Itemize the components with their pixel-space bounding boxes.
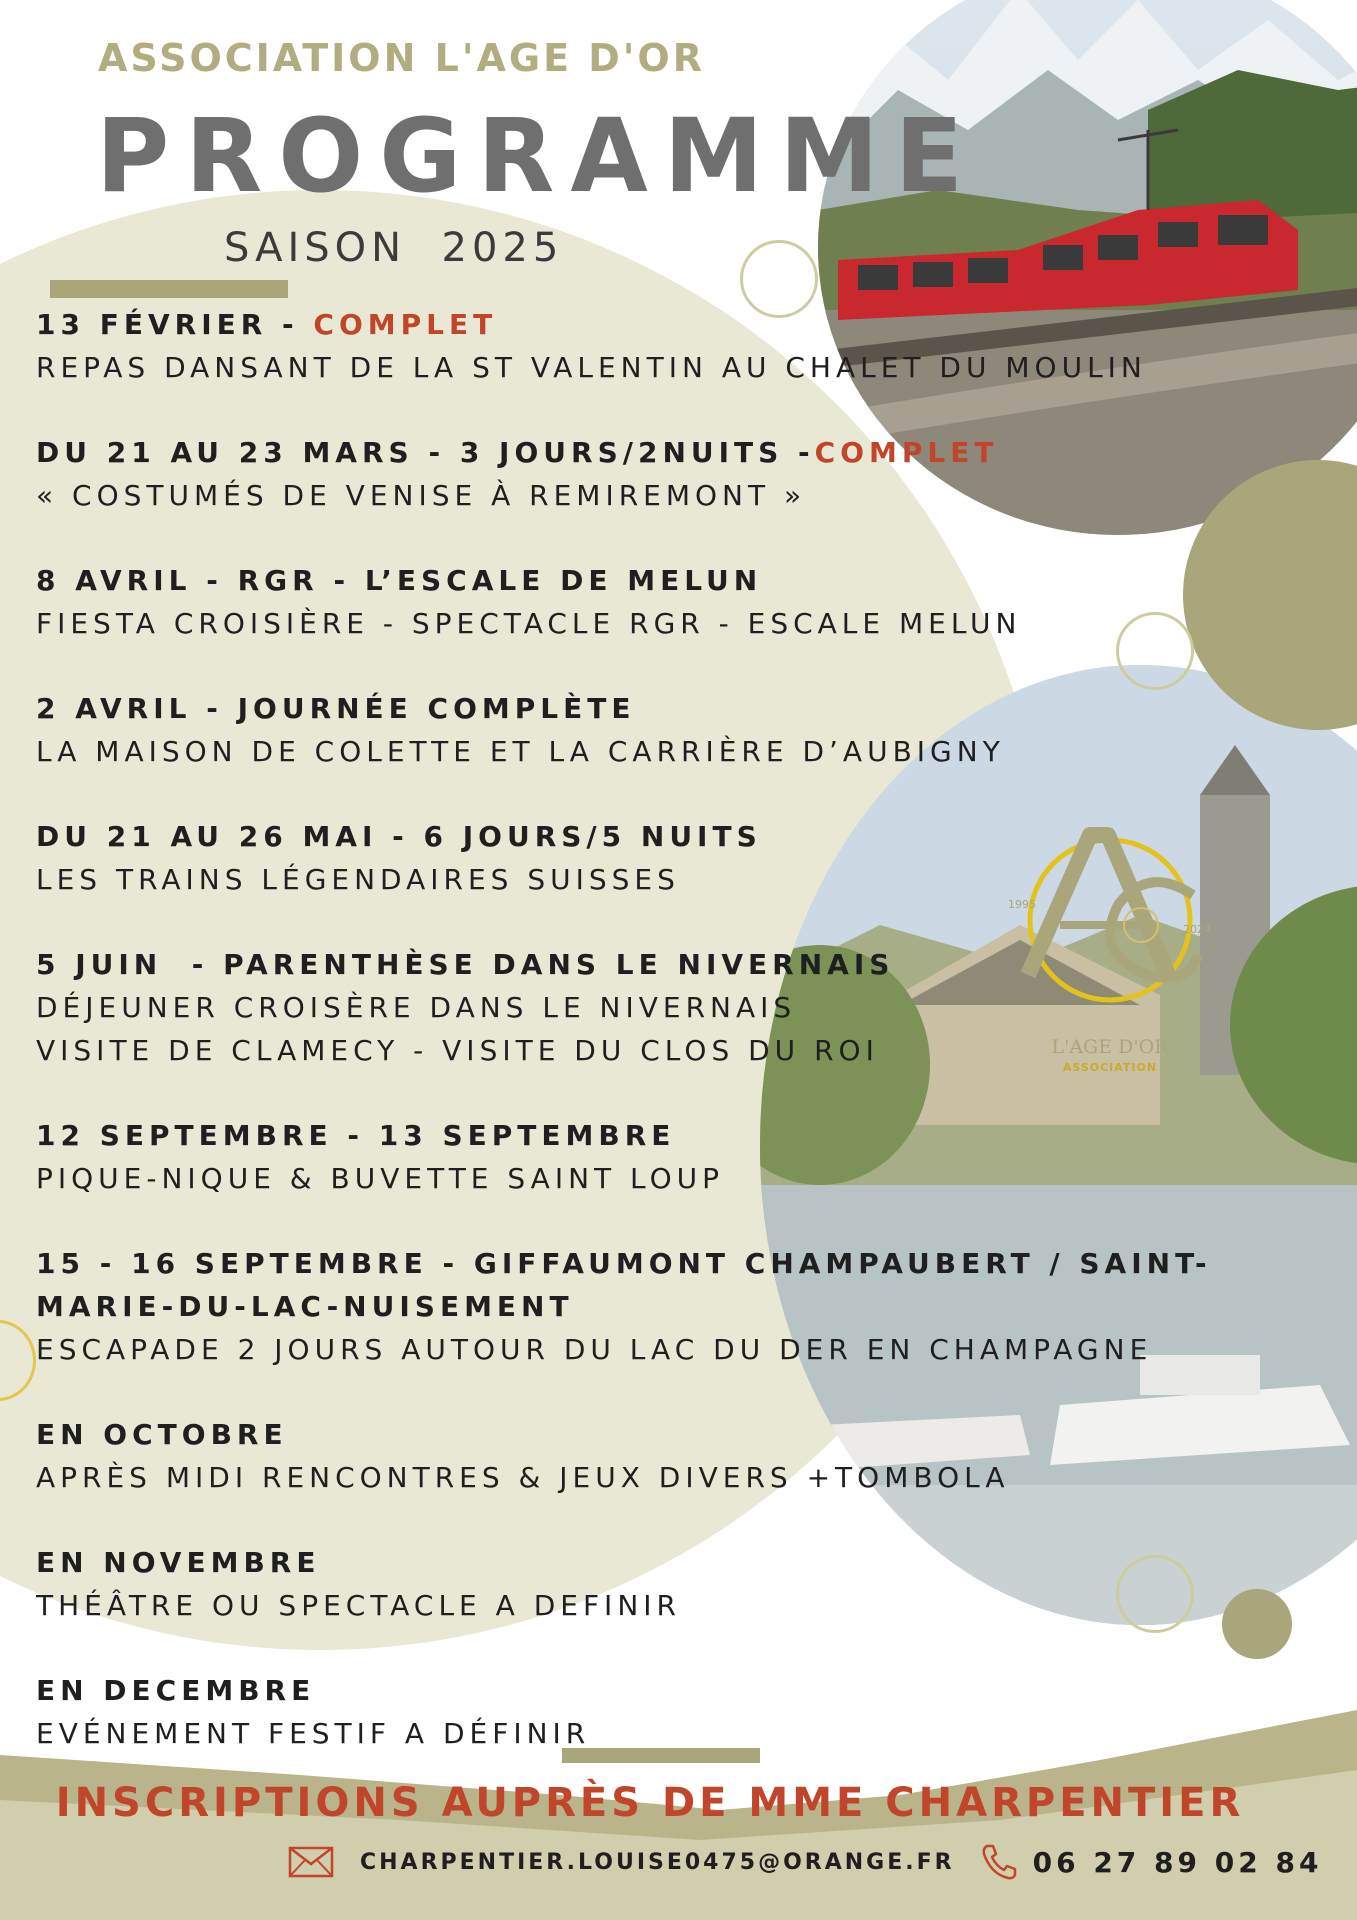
event-description: THÉÂTRE OU SPECTACLE A DEFINIR bbox=[36, 1589, 681, 1622]
event-item bbox=[36, 1413, 1336, 1499]
event-description: VISITE DE CLAMECY - VISITE DU CLOS DU ROI bbox=[36, 1034, 879, 1067]
event-item bbox=[36, 687, 1336, 773]
event-date: EN OCTOBRE bbox=[36, 1418, 288, 1451]
logo-name: L'AGE D'OR bbox=[1051, 1036, 1169, 1058]
event-item bbox=[36, 1541, 1336, 1627]
event-date: 15 - 16 SEPTEMBRE - GIFFAUMONT CHAMPAUBERT / SAINT-MARIE-DU-LAC-NUISEMENT bbox=[36, 1247, 1212, 1323]
event-date: 8 AVRIL - RGR - L’ESCALE DE MELUN bbox=[36, 564, 763, 597]
status-complet: COMPLET bbox=[814, 436, 999, 469]
inscriptions-heading: INSCRIPTIONS AUPRÈS DE MME CHARPENTIER bbox=[55, 1780, 1245, 1826]
event-description: LA MAISON DE COLETTE ET LA CARRIÈRE D’AUBIGNY bbox=[36, 735, 1005, 768]
contact-email[interactable]: CHARPENTIER.LOUISE0475@ORANGE.FR bbox=[360, 1849, 955, 1875]
logo-subtitle: ASSOCIATION bbox=[1062, 1061, 1158, 1074]
event-description: EVÉNEMENT FESTIF A DÉFINIR bbox=[36, 1717, 591, 1750]
page-title: PROGRAMME bbox=[96, 96, 980, 216]
association-name: ASSOCIATION L'AGE D'OR bbox=[98, 36, 705, 80]
event-description: FIESTA CROISIÈRE - SPECTACLE RGR - ESCALE MELUN bbox=[36, 607, 1022, 640]
event-date: 5 JUIN - PARENTHÈSE DANS LE NIVERNAIS bbox=[36, 948, 895, 981]
event-date: 12 SEPTEMBRE - 13 SEPTEMBRE bbox=[36, 1119, 676, 1152]
season-label: SAISON 2025 bbox=[224, 225, 564, 271]
event-date: EN NOVEMBRE bbox=[36, 1546, 321, 1579]
event-item bbox=[36, 303, 1336, 389]
event-description: ESCAPADE 2 JOURS AUTOUR DU LAC DU DER EN CHAMPAGNE bbox=[36, 1333, 1153, 1366]
event-description: REPAS DANSANT DE LA ST VALENTIN AU CHALET DU MOULIN bbox=[36, 351, 1147, 384]
event-date: DU 21 AU 26 MAI - 6 JOURS/5 NUITS bbox=[36, 820, 762, 853]
logo-year-start: 1995 bbox=[1008, 898, 1036, 911]
event-item bbox=[36, 431, 1336, 517]
accent-bar-top bbox=[50, 280, 288, 298]
event-item bbox=[36, 1669, 1336, 1755]
contact-phone[interactable]: 06 27 89 02 84 bbox=[1032, 1845, 1323, 1879]
event-description: « COSTUMÉS DE VENISE À REMIREMONT » bbox=[36, 479, 807, 512]
contact-row bbox=[288, 1840, 1322, 1884]
event-date: 13 FÉVRIER - bbox=[36, 308, 314, 341]
event-date: 2 AVRIL - JOURNÉE COMPLÈTE bbox=[36, 692, 636, 725]
event-description: APRÈS MIDI RENCONTRES & JEUX DIVERS +TOMBOLA bbox=[36, 1461, 1010, 1494]
event-date: DU 21 AU 23 MARS - 3 JOURS/2NUITS - bbox=[36, 436, 815, 469]
event-item bbox=[36, 1242, 1336, 1371]
status-complet: COMPLET bbox=[313, 308, 498, 341]
phone-icon bbox=[979, 1842, 1019, 1882]
event-item bbox=[36, 1114, 1336, 1200]
event-description: PIQUE-NIQUE & BUVETTE SAINT LOUP bbox=[36, 1162, 725, 1195]
event-description: LES TRAINS LÉGENDAIRES SUISSES bbox=[36, 863, 680, 896]
logo-year-end: 2024 bbox=[1183, 923, 1211, 936]
envelope-icon bbox=[288, 1846, 334, 1878]
association-logo bbox=[998, 825, 1228, 1075]
event-item bbox=[36, 559, 1336, 645]
event-description: DÉJEUNER CROISÈRE DANS LE NIVERNAIS bbox=[36, 991, 797, 1024]
event-date: EN DECEMBRE bbox=[36, 1674, 316, 1707]
